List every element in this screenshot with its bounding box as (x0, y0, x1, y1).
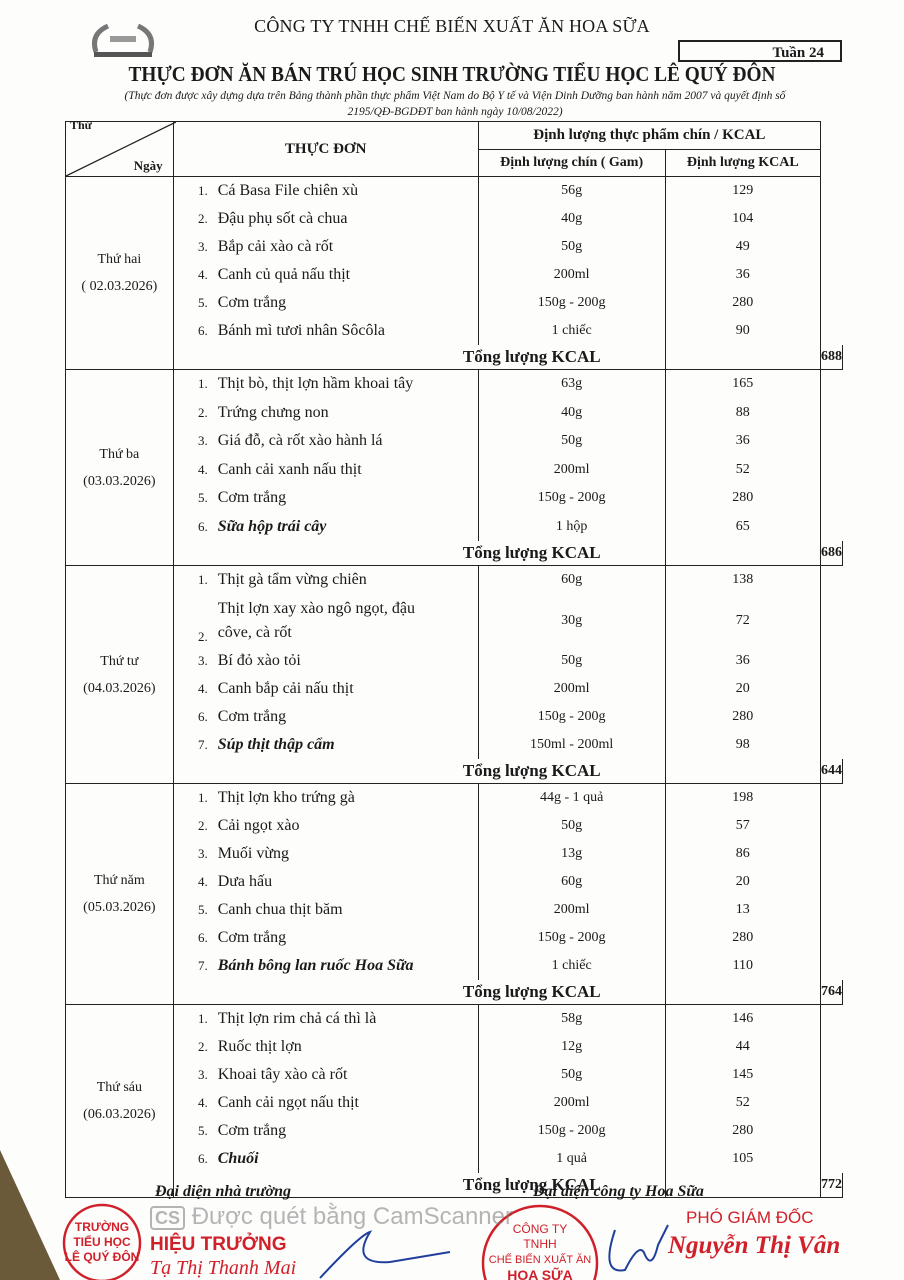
company-rep-label: Đại diện công ty Hoa Sữa (533, 1183, 704, 1200)
menu-item (173, 647, 478, 675)
table-row (66, 456, 843, 485)
item-gram: 200ml (478, 675, 665, 703)
item-number: 5. (197, 490, 208, 506)
camscanner-icon: CS (150, 1206, 185, 1230)
item-number: 3. (197, 1067, 208, 1082)
day-cell (66, 177, 174, 370)
menu-item (173, 317, 478, 345)
svg-text:TIỂU HỌC: TIỂU HỌC (73, 1235, 131, 1249)
item-number: 3. (197, 433, 208, 449)
item-kcal: 36 (665, 261, 820, 289)
item-gram: 44g - 1 quả (478, 784, 665, 813)
item-name: Cơm trắng (217, 708, 287, 725)
table-row (66, 370, 843, 399)
item-gram: 150g - 200g (478, 703, 665, 731)
item-name: Sữa hộp trái cây (217, 517, 327, 535)
item-number: 6. (197, 518, 208, 534)
table-row (66, 177, 843, 206)
menu-item (173, 703, 478, 731)
item-name: Đậu phụ sốt cà chua (217, 210, 348, 227)
company-signer: Nguyễn Thị Vân (668, 1232, 841, 1259)
item-kcal: 52 (665, 456, 820, 485)
item-gram: 200ml (478, 261, 665, 289)
item-name: Cơm trắng (217, 929, 287, 946)
table-row (66, 647, 843, 675)
item-number: 2. (197, 1039, 208, 1054)
menu-item (173, 456, 478, 485)
item-number: 4. (197, 681, 208, 696)
item-gram: 1 chiếc (478, 317, 665, 345)
item-kcal: 20 (665, 675, 820, 703)
header-thu: Thứ (70, 118, 92, 132)
table-row (66, 289, 843, 317)
total-spacer (665, 345, 820, 370)
item-number: 5. (197, 295, 208, 310)
item-kcal: 88 (665, 399, 820, 428)
menu-item (173, 924, 478, 952)
item-kcal: 36 (665, 647, 820, 675)
menu-item (173, 370, 478, 399)
item-gram: 200ml (478, 896, 665, 924)
menu-item (173, 427, 478, 456)
week-badge: Tuần 24 (678, 40, 842, 62)
company-name: CÔNG TY TNHH CHẾ BIẾN XUẤT ĂN HOA SỮA (254, 16, 650, 36)
item-gram: 40g (478, 399, 665, 428)
menu-item (173, 1145, 478, 1173)
item-number: 4. (197, 461, 208, 477)
menu-item (173, 177, 478, 206)
menu-item (173, 1061, 478, 1089)
day-name: Thứ tư (100, 653, 139, 669)
menu-item (173, 868, 478, 896)
table-row (66, 233, 843, 261)
item-kcal: 72 (665, 594, 820, 647)
item-name: Giá đỗ, cà rốt xào hành lá (217, 432, 383, 450)
menu-item (173, 784, 478, 813)
item-number: 1. (197, 183, 208, 198)
menu-item (173, 566, 478, 595)
day-date: (03.03.2026) (83, 473, 156, 489)
total-kcal: 688 (821, 345, 843, 370)
watermark-text: Được quét bằng CamScanner (191, 1203, 513, 1230)
day-name: Thứ năm (93, 873, 145, 888)
table-row (66, 952, 843, 980)
table-row (66, 484, 843, 513)
header-kcal: Định lượng KCAL (665, 149, 820, 177)
total-kcal: 764 (821, 980, 843, 1005)
item-number: 2. (197, 404, 208, 420)
item-kcal: 138 (665, 566, 820, 595)
item-gram: 200ml (478, 456, 665, 485)
item-gram: 150g - 200g (478, 924, 665, 952)
item-number: 6. (197, 323, 208, 338)
item-name: Cơm trắng (217, 1122, 287, 1139)
total-label: Tổng lượng KCAL (173, 541, 665, 566)
item-gram: 150g - 200g (478, 484, 665, 513)
item-gram: 58g (478, 1005, 665, 1034)
item-name: Trứng chưng non (217, 403, 329, 421)
page-title: THỰC ĐƠN ĂN BÁN TRÚ HỌC SINH TRƯỜNG TIỂU HỌC LÊ QUÝ ĐÔN (128, 62, 776, 86)
item-name: Bánh bông lan ruốc Hoa Sữa (217, 957, 414, 974)
item-kcal: 146 (665, 1005, 820, 1034)
day-date: (06.03.2026) (83, 1107, 156, 1122)
menu-item (173, 484, 478, 513)
item-name: Cơm trắng (217, 489, 287, 507)
day-cell (66, 566, 174, 784)
item-kcal: 280 (665, 1117, 820, 1145)
day-name: Thứ hai (97, 252, 142, 267)
item-number: 4. (197, 874, 208, 889)
item-name: Canh củ quả nấu thịt (217, 266, 351, 283)
item-kcal: 44 (665, 1033, 820, 1061)
item-name: Thịt gà tẩm vừng chiên (217, 571, 367, 588)
item-name: Thịt lợn kho trứng gà (217, 789, 355, 806)
school-stamp (62, 1203, 142, 1280)
total-label: Tổng lượng KCAL (173, 980, 665, 1005)
item-kcal: 280 (665, 289, 820, 317)
item-number: 3. (197, 846, 208, 861)
menu-item (173, 840, 478, 868)
item-name: Muối vừng (217, 845, 290, 862)
item-gram: 50g (478, 233, 665, 261)
item-kcal: 90 (665, 317, 820, 345)
item-kcal: 105 (665, 1145, 820, 1173)
company-signature (600, 1205, 670, 1280)
day-cell (66, 784, 174, 1005)
item-name: Bắp cải xào cà rốt (217, 238, 334, 255)
item-gram: 150g - 200g (478, 289, 665, 317)
item-kcal: 98 (665, 731, 820, 759)
menu-item (173, 952, 478, 980)
item-name: Cải ngọt xào (217, 817, 300, 834)
item-gram: 50g (478, 647, 665, 675)
item-name: Thịt bò, thịt lợn hầm khoai tây (217, 375, 414, 393)
table-row (66, 1005, 843, 1034)
table-row (66, 1061, 843, 1089)
menu-item (173, 594, 478, 647)
day-name: Thứ sáu (96, 1080, 142, 1095)
table-row (66, 896, 843, 924)
item-kcal: 145 (665, 1061, 820, 1089)
company-title: PHÓ GIÁM ĐỐC (686, 1208, 814, 1227)
day-cell (66, 370, 174, 566)
header-gram: Định lượng chín ( Gam) (478, 149, 665, 177)
menu-item (173, 675, 478, 703)
item-name: Chuối (217, 1150, 259, 1167)
total-kcal: 772 (821, 1173, 843, 1198)
item-kcal: 52 (665, 1089, 820, 1117)
item-kcal: 280 (665, 703, 820, 731)
day-date: (05.03.2026) (83, 900, 156, 915)
item-number: 2. (197, 628, 208, 644)
item-number: 1. (197, 376, 208, 392)
table-row (66, 1117, 843, 1145)
school-rep-label: Đại diện nhà trường (155, 1183, 291, 1200)
item-gram: 1 chiếc (478, 952, 665, 980)
item-number: 3. (197, 653, 208, 668)
menu-item (173, 1117, 478, 1145)
item-number: 6. (197, 1151, 208, 1166)
day-date: ( 02.03.2026) (81, 279, 158, 294)
total-spacer (665, 759, 820, 784)
svg-text:TRƯỜNG: TRƯỜNG (74, 1220, 130, 1234)
item-gram: 50g (478, 1061, 665, 1089)
total-label: Tổng lượng KCAL (173, 759, 665, 784)
item-kcal: 13 (665, 896, 820, 924)
menu-item (173, 261, 478, 289)
item-kcal: 86 (665, 840, 820, 868)
total-row (66, 345, 843, 370)
item-number: 2. (197, 211, 208, 226)
header-group: Định lượng thực phẩm chín / KCAL (478, 122, 820, 150)
table-row (66, 317, 843, 345)
table-row (66, 924, 843, 952)
menu-item (173, 399, 478, 428)
total-spacer (665, 980, 820, 1005)
item-number: 4. (197, 267, 208, 282)
item-gram: 56g (478, 177, 665, 206)
item-gram: 200ml (478, 1089, 665, 1117)
menu-item (173, 1089, 478, 1117)
item-kcal: 57 (665, 812, 820, 840)
table-row (66, 205, 843, 233)
subtitle-line: 2195/QĐ-BGDĐT ban hành ngày 10/08/2022) (347, 106, 563, 118)
item-name: Ruốc thịt lợn (217, 1038, 302, 1055)
item-gram: 12g (478, 1033, 665, 1061)
background-texture (0, 1150, 60, 1280)
item-gram: 60g (478, 868, 665, 896)
item-name: Thịt lợn rim chả cá thì là (217, 1010, 377, 1027)
table-row (66, 812, 843, 840)
table-row (66, 840, 843, 868)
item-number: 1. (197, 572, 208, 587)
school-signature (300, 1230, 460, 1280)
item-gram: 30g (478, 594, 665, 647)
menu-item (173, 233, 478, 261)
item-number: 5. (197, 902, 208, 917)
item-kcal: 20 (665, 868, 820, 896)
item-name: Canh cải ngọt nấu thịt (217, 1094, 359, 1111)
table-row (66, 1033, 843, 1061)
table-row (66, 731, 843, 759)
item-number: 6. (197, 930, 208, 945)
total-row (66, 759, 843, 784)
item-gram: 50g (478, 812, 665, 840)
table-row (66, 703, 843, 731)
item-name: Dưa hấu (217, 873, 273, 890)
total-spacer (665, 541, 820, 566)
table-row (66, 1089, 843, 1117)
svg-text:CÔNG TY: CÔNG TY (512, 1222, 568, 1236)
item-gram: 50g (478, 427, 665, 456)
item-number: 2. (197, 818, 208, 833)
item-kcal: 280 (665, 924, 820, 952)
item-number: 5. (197, 1123, 208, 1138)
school-title: HIỆU TRƯỞNG (150, 1234, 287, 1255)
item-gram: 63g (478, 370, 665, 399)
item-name: Bí đỏ xào tỏi (217, 652, 301, 669)
item-gram: 40g (478, 205, 665, 233)
header-ngay: Ngày (133, 158, 163, 173)
day-cell (66, 1005, 174, 1198)
day-date: (04.03.2026) (83, 680, 156, 696)
table-row (66, 675, 843, 703)
menu-item (173, 731, 478, 759)
item-kcal: 129 (665, 177, 820, 206)
item-kcal: 49 (665, 233, 820, 261)
item-kcal: 280 (665, 484, 820, 513)
day-name: Thứ ba (99, 446, 140, 462)
menu-item (173, 1005, 478, 1034)
svg-text:CHẾ BIẾN XUẤT ĂN: CHẾ BIẾN XUẤT ĂN (488, 1254, 592, 1266)
item-gram: 150g - 200g (478, 1117, 665, 1145)
item-kcal: 36 (665, 427, 820, 456)
item-gram: 1 hộp (478, 513, 665, 542)
svg-text:TNHH: TNHH (523, 1237, 557, 1251)
menu-item (173, 205, 478, 233)
table-row (66, 513, 843, 542)
total-row (66, 541, 843, 566)
item-number: 3. (197, 239, 208, 254)
table-row (66, 1145, 843, 1173)
menu-item (173, 513, 478, 542)
item-name: Cơm trắng (217, 294, 287, 311)
item-number: 1. (197, 1011, 208, 1026)
item-number: 4. (197, 1095, 208, 1110)
item-number: 7. (197, 958, 208, 973)
item-kcal: 65 (665, 513, 820, 542)
menu-item (173, 812, 478, 840)
item-number: 6. (197, 709, 208, 724)
item-name: Canh bắp cải nấu thịt (217, 680, 354, 697)
item-name: Canh chua thịt băm (217, 901, 343, 918)
table-row (66, 784, 843, 813)
table-row (66, 261, 843, 289)
svg-text:HOA SỮA: HOA SỮA (507, 1267, 573, 1280)
camscanner-watermark (150, 1203, 513, 1232)
item-kcal: 104 (665, 205, 820, 233)
item-name: Canh cải xanh nấu thịt (217, 460, 362, 478)
svg-text:LÊ QUÝ ĐÔN: LÊ QUÝ ĐÔN (64, 1250, 140, 1264)
item-name: Cá Basa File chiên xù (217, 182, 359, 199)
item-number: 1. (197, 790, 208, 805)
item-kcal: 110 (665, 952, 820, 980)
item-name: Khoai tây xào cà rốt (217, 1066, 348, 1083)
menu-item (173, 896, 478, 924)
total-label: Tổng lượng KCAL (173, 345, 665, 370)
item-gram: 60g (478, 566, 665, 595)
item-name: Bánh mì tươi nhân Sôcôla (217, 322, 386, 339)
item-name: Thịt lợn xay xào ngô ngọt, đậu côve, cà rốt (217, 599, 416, 641)
header-thu-ngay (66, 118, 174, 177)
table-row (66, 399, 843, 428)
total-label: Tổng lượng KCAL (173, 1173, 665, 1198)
table-row (66, 566, 843, 595)
menu-table (65, 118, 843, 1198)
menu-item (173, 289, 478, 317)
total-row (66, 980, 843, 1005)
total-kcal: 686 (821, 541, 843, 566)
table-row (66, 868, 843, 896)
item-gram: 13g (478, 840, 665, 868)
total-kcal: 644 (821, 759, 843, 784)
item-number: 7. (197, 737, 208, 752)
item-gram: 150ml - 200ml (478, 731, 665, 759)
school-signer: Tạ Thị Thanh Mai (150, 1257, 297, 1279)
table-row (66, 594, 843, 647)
item-name: Súp thịt thập cẩm (217, 736, 335, 753)
item-kcal: 198 (665, 784, 820, 813)
table-row (66, 427, 843, 456)
item-gram: 1 quả (478, 1145, 665, 1173)
menu-item (173, 1033, 478, 1061)
subtitle (60, 88, 850, 120)
item-kcal: 165 (665, 370, 820, 399)
subtitle-line: (Thực đơn được xây dựng dựa trên Bảng thành phần thực phẩm Việt Nam do Bộ Y tế và Viện Dinh Dưỡng ban hành năm 2007 và quyết định số (124, 90, 786, 102)
header-menu: THỰC ĐƠN (173, 122, 478, 177)
